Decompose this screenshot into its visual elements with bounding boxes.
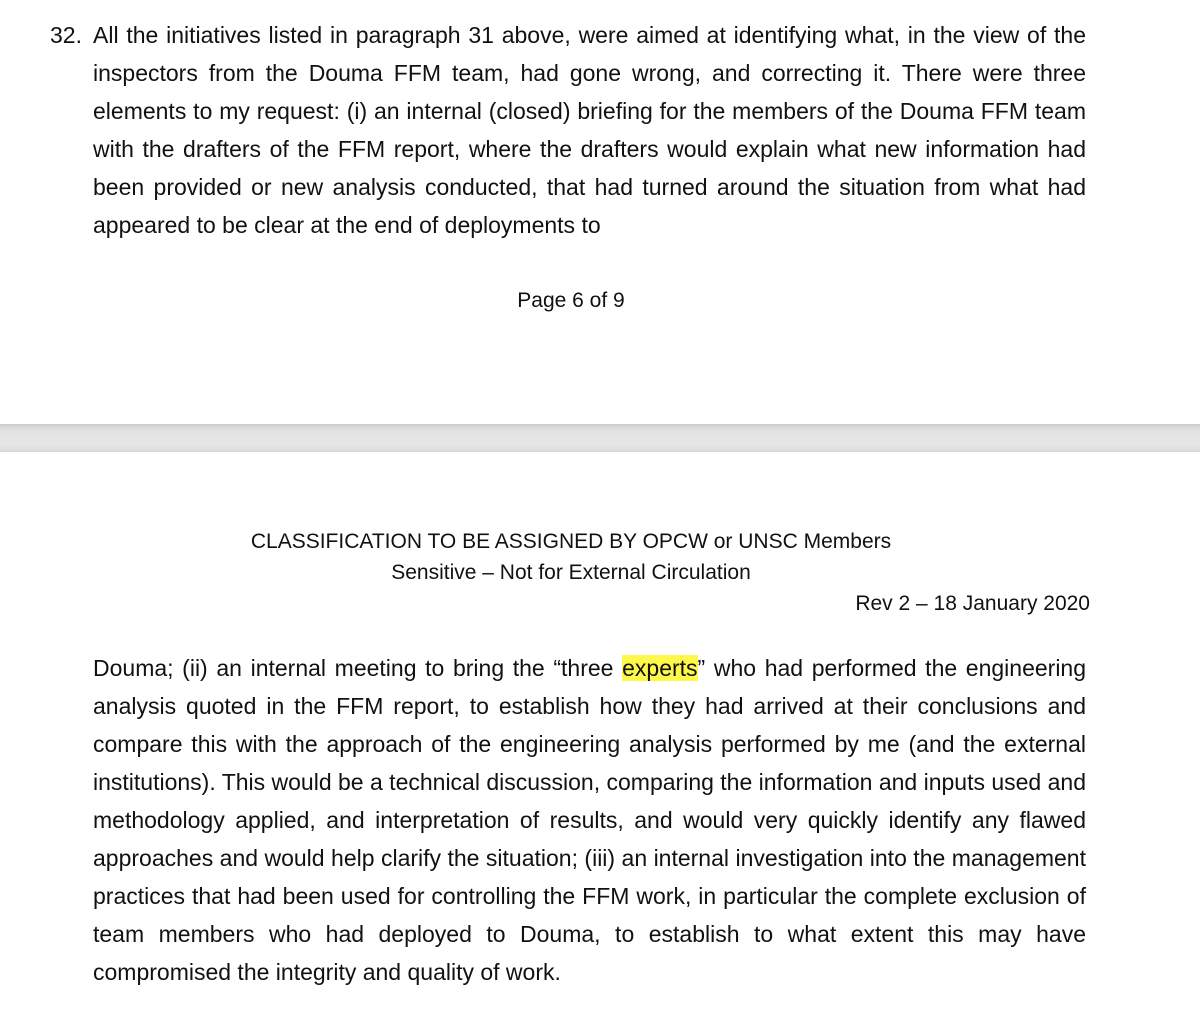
document-page-6	[0, 0, 1200, 424]
continuation-text-end: ” who had performed the engineering analysis quoted in the FFM report, to establish how they had arrived at their conclusions and compare this with the approach of the engineering analysis performed by me (and the external institutions). This would be a technical discussion, comparing the information and inputs used and methodology applied, and interpretation of results, and would very quickly identify any flawed approaches and would help clarify the situation; (iii) an internal investigation into the management practices that had been used for controlling the FFM work, in particular the complete exclusion of team members who had deployed to Douma, to establish to what extent this may have compromised the integrity and quality of work.	[93, 655, 1087, 985]
document-page-7	[0, 452, 1200, 1032]
page-number-footer: Page 6 of 9	[517, 289, 625, 312]
paragraph-number: 32.	[50, 22, 82, 48]
paragraph-continuation	[93, 649, 1086, 991]
sensitivity-header: Sensitive – Not for External Circulation	[391, 561, 751, 584]
page-separator	[0, 424, 1200, 452]
paragraph-text: All the initiatives listed in paragraph 31 above, were aimed at identifying what, in the view of the inspectors from the Douma FFM team, had gone wrong, and correcting it. There were three elements to my request: (i) an internal (closed) briefing for the members of the Douma FFM team with the drafters of the FFM report, where the drafters would explain what new information had been provided or new analysis conducted, that had turned around the situation from what had appeared to be clear at the end of deployments to	[93, 22, 1086, 238]
classification-header: CLASSIFICATION TO BE ASSIGNED BY OPCW or UNSC Members	[250, 530, 892, 553]
revision-date: Rev 2 – 18 January 2020	[855, 592, 1090, 615]
continuation-text-start: Douma; (ii) an internal meeting to bring the “three	[93, 655, 623, 681]
search-highlight: experts	[622, 655, 698, 681]
